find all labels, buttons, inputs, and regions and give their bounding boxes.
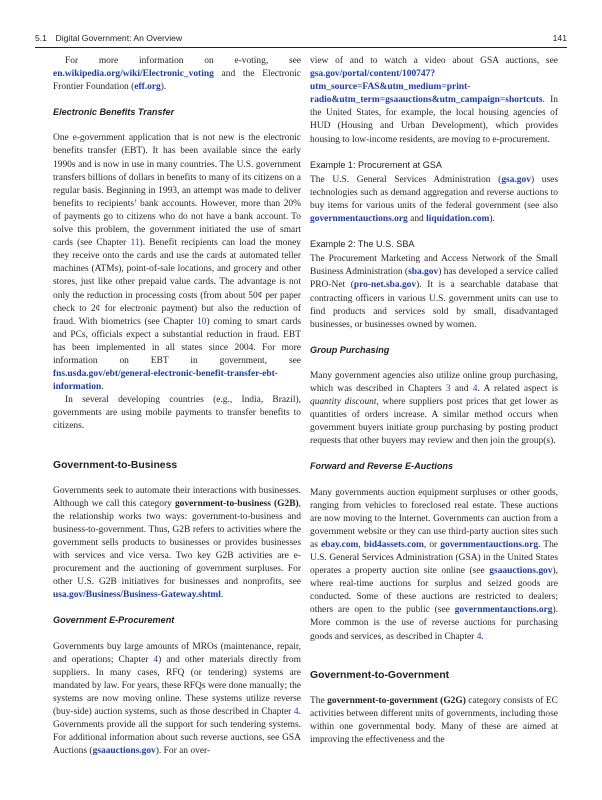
link-gsa[interactable]: gsa.gov <box>501 174 531 185</box>
auctions-paragraph: Many governments auction equipment surpluses or other goods, ranging from vehicles to foreclosed real estate. These auctions are now moving to the Internet. Governments can auction from a government website or they can use third-party auction sites such as ebay.com, bid4assets.com, or governmentauctions.org. The U.S. General Services Administration (GSA) in the United States operates a property auction site online (see gsaauctions.gov), where real-time auctions for surplus and seized goods are conducted. Some of these auctions are restricted to dealers; others are open to the public (see governmentauctions.org). More common is the use of reverse auctions for purchasing goods and services, as described in Chapter 4. <box>310 487 558 642</box>
g2g-heading: Government-to-Government <box>310 669 450 681</box>
example-2-paragraph: The Procurement Marketing and Access Network of the Small Business Administration (sba.gov) has developed a service called PRO-Net (pro-net.sba.gov). It is a searchable database that contracting officers in various U.S. government units can use to find products and services sold by small, disadvantaged businesses, or businesses owned by women. <box>310 254 558 330</box>
auctions-heading: Forward and Reverse E-Auctions <box>310 461 454 472</box>
example-1-paragraph: The U.S. General Services Administration (gsa.gov) uses technologies such as demand aggregation and reverse auctions to buy items for various units of the federal government (see also governmentauctions.org and liquidation.com). <box>310 174 558 225</box>
ebt-paragraph: One e-government application that is not new is the electronic benefits transfer (EBT). It has been available since the early 1990s and is now in use in many countries. The U.S. government transfers billions of dollars in benefits to many of its citizens on a regular basis. Beginning in 1993, an attempt was made to deliver benefits to recipients’ bank accounts. However, more than 20% of payments go to citizens who do not have a bank account. To solve this problem, the government initiated the use of smart cards (see Chapter 11). Benefit recipients can load the money they receive onto the cards and use the cards at automated teller machines (ATMs), point-of-sale locations, and grocery and other stores, just like other prepaid value cards. The advantage is not only the reduction in processing costs (from about 50¢ per paper check to 2¢ for electronic payment) but also the reduction of fraud. With biometrics (see Chapter 10) coming to smart cards and PCs, officials expect a substantial reduction in fraud. EBT has been implemented in all states since 2004. For more information on EBT in government, see fns.usda.gov/ebt/general-electronic-benefit-transfer-ebt-information. <box>53 133 302 393</box>
chapter-ref[interactable]: 4 <box>476 631 482 642</box>
eprocurement-paragraph: Governments buy large amounts of MROs (maintenance, repair, and operations; Chapter 4) and other materials directly from suppliers. In many cases, RFQ (or tendering) systems are mandated by law. For years, these RFQs were done manually; the systems are now moving online. These systems utilize reverse (buy-side) auction systems, such as those described in Chapter 4. Governments provide all the support for such tendering systems. For additional information about such reverse auctions, see GSA Auctions (gsaauctions.gov). For an over- <box>53 641 301 757</box>
link-liquidation[interactable]: liquidation.com <box>426 214 490 225</box>
link-governmentauctions[interactable]: governmentauctions.org <box>440 539 539 550</box>
link-governmentauctions[interactable]: governmentauctions.org <box>310 214 408 225</box>
page-number: 141 <box>552 33 567 43</box>
link-sba[interactable]: sba.gov <box>408 267 439 278</box>
link-pro-net[interactable]: pro-net.sba.gov <box>353 280 417 291</box>
group-purchasing-heading: Group Purchasing <box>310 344 390 355</box>
chapter-ref[interactable]: 10 <box>197 316 207 327</box>
chapter-ref[interactable]: 4 <box>153 654 159 665</box>
example-2-heading: Example 2: The U.S. SBA <box>310 239 415 250</box>
right-column <box>310 55 558 747</box>
ebt-heading: Electronic Benefits Transfer <box>53 107 175 118</box>
evoting-paragraph: For more information on e-voting, see en.wikipedia.org/wiki/Electronic_voting and the Electronic Frontier Foundation (eff.org). <box>53 56 301 93</box>
chapter-ref[interactable]: 4 <box>293 707 299 718</box>
link-ebay[interactable]: ebay.com <box>320 539 359 550</box>
link-fns-usda[interactable]: fns.usda.gov/ebt/general-electronic-benefit-transfer-ebt-information <box>53 369 278 393</box>
link-eff[interactable]: eff.org <box>134 82 161 93</box>
g2g-term: government-to-government (G2G) <box>327 695 466 706</box>
group-purchasing-paragraph: Many government agencies also utilize online group purchasing, which was described in Chapters 3 and 4. A related aspect is quantity discount, where suppliers post prices that get lower as quantities of orders increase. A similar method occurs when government buyers initiate group purchasing by posting product requests that other buyers may review and then join the group(s). <box>310 370 558 447</box>
gsa-video-paragraph: view of and to watch a video about GSA auctions, see gsa.gov/portal/content/100747?utm_source=FAS&utm_medium=print-radio&utm_term=gsaauctions&utm_campaign=shortcuts. In the United States, for example, the local housing agencies of HUD (Housing and Urban Development), which provides housing to low-income residents, are moving to e-procurement. <box>310 56 558 145</box>
link-gsaauctions[interactable]: gsaauctions.gov <box>489 566 553 577</box>
quantity-discount-term: quantity discount <box>310 397 377 408</box>
chapter-ref[interactable]: 3 <box>445 383 451 394</box>
eprocurement-heading: Government E-Procurement <box>53 615 175 626</box>
g2b-heading: Government-to-Business <box>53 459 178 471</box>
running-header-section: 5.1 Digital Government: An Overview <box>35 33 183 43</box>
header-rule <box>35 47 567 48</box>
g2b-term: government-to-business (G2B) <box>174 498 299 509</box>
link-bid4assets[interactable]: bid4assets.com <box>363 539 424 550</box>
link-gsaauctions[interactable]: gsaauctions.gov <box>92 746 156 757</box>
running-header <box>35 33 567 47</box>
link-usa-gov-business[interactable]: usa.gov/Business/Business-Gateway.shtml <box>53 590 221 601</box>
left-column <box>53 55 301 758</box>
chapter-ref[interactable]: 4 <box>472 383 478 394</box>
link-wikipedia-evoting[interactable]: en.wikipedia.org/wiki/Electronic_voting <box>53 69 214 80</box>
chapter-ref[interactable]: 11 <box>130 238 140 249</box>
example-1-heading: Example 1: Procurement at GSA <box>310 159 442 170</box>
g2g-paragraph: The government-to-government (G2G) category consists of EC activities between different units of governments, including those within one governmental body. Many of these are aimed at improving the effectiveness and the <box>310 695 558 746</box>
link-governmentauctions[interactable]: governmentauctions.org <box>454 605 553 616</box>
link-gsa-portal[interactable]: gsa.gov/portal/content/100747?utm_source=FAS&utm_medium=print-radio&utm_term=gsaauctions&utm_campaign=shortcuts <box>310 69 543 106</box>
g2b-paragraph: Governments seek to automate their interactions with businesses. Although we call this category government-to-business (G2B), the relationship works two ways: government-to-business and business-to-government. Thus, G2B refers to activities where the government sells products to businesses or provides businesses with services and vice versa. Two key G2B activities are e-procurement and the auctioning of government surpluses. For other U.S. G2B initiatives for businesses and nonprofits, see usa.gov/Business/Business-Gateway.shtml. <box>53 485 301 601</box>
ebt-mobile-paragraph: In several developing countries (e.g., India, Brazil), governments are using mobile payments to transfer benefits to citizens. <box>53 395 301 432</box>
